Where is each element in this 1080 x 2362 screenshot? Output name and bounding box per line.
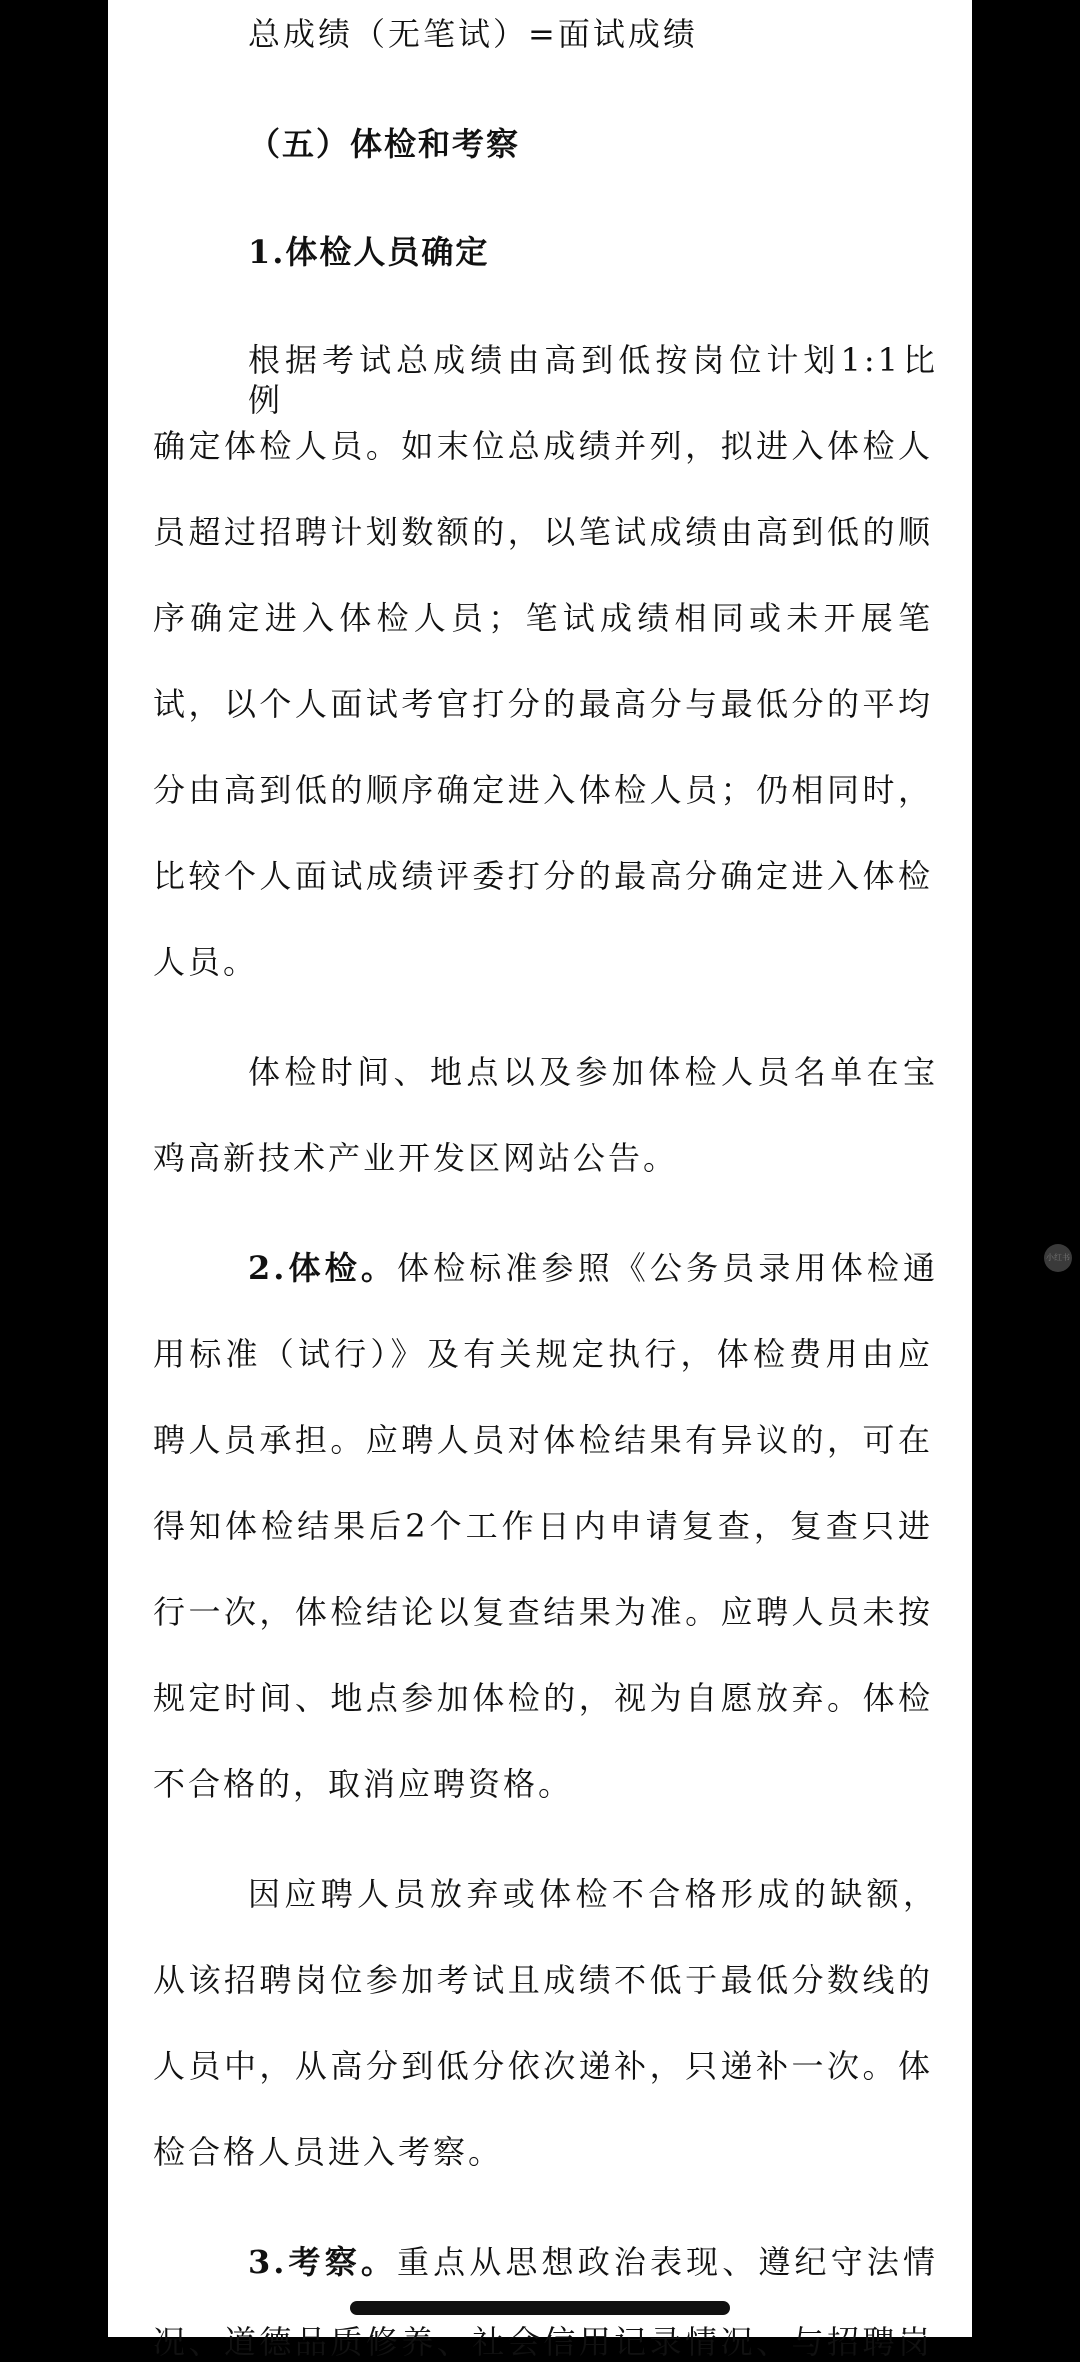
para5-partial-line: 况、道德品质修养、社会信用记录情况、与招聘岗 <box>153 2323 933 2361</box>
para3-line: 用标准（试行）》及有关规定执行，体检费用由应 <box>153 1335 933 1373</box>
para3-line: 得知体检结果后2个工作日内申请复查，复查只进 <box>153 1507 933 1545</box>
para4-line: 检合格人员进入考察。 <box>153 2133 504 2171</box>
para5-first-line <box>248 2242 938 2282</box>
para3-line: 规定时间、地点参加体检的，视为自愿放弃。体检 <box>153 1679 933 1717</box>
formula-line: 总成绩（无笔试）=面试成绩 <box>248 15 698 53</box>
para3-first-rest: 体检标准参照《公务员录用体检通 <box>396 1249 938 1287</box>
subsection-label-3: 3.考察。 <box>248 2243 397 2281</box>
para3-line: 行一次，体检结论以复查结果为准。应聘人员未按 <box>153 1593 933 1631</box>
para1-line: 人员。 <box>153 943 259 981</box>
document-page <box>108 0 972 2361</box>
para4-line: 从该招聘岗位参加考试且成绩不低于最低分数线的 <box>153 1961 933 1999</box>
subsection-label-2: 2.体检。 <box>248 1249 397 1287</box>
para5-first-rest: 重点从思想政治表现、遵纪守法情 <box>396 2243 938 2281</box>
para2-line: 鸡高新技术产业开发区网站公告。 <box>153 1139 679 1177</box>
para4-line: 因应聘人员放弃或体检不合格形成的缺额， <box>248 1875 938 1913</box>
section-heading: （五）体检和考察 <box>248 125 521 163</box>
para4-line: 人员中，从高分到低分依次递补，只递补一次。体 <box>153 2047 933 2085</box>
para1-line: 分由高到低的顺序确定进入体检人员；仍相同时， <box>153 771 933 809</box>
para3-first-line <box>248 1248 938 1288</box>
subsection-heading-1: 1.体检人员确定 <box>248 233 490 271</box>
para1-line: 确定体检人员。如末位总成绩并列，拟进入体检人 <box>153 427 933 465</box>
home-indicator[interactable] <box>350 2301 730 2315</box>
para3-line: 不合格的，取消应聘资格。 <box>153 1765 574 1803</box>
para1-line: 根据考试总成绩由高到低按岗位计划1:1比例 <box>248 341 938 419</box>
para2-line: 体检时间、地点以及参加体检人员名单在宝 <box>248 1053 938 1091</box>
para1-line: 序确定进入体检人员；笔试成绩相同或未开展笔 <box>153 599 933 637</box>
para1-line: 试，以个人面试考官打分的最高分与最低分的平均 <box>153 685 933 723</box>
para1-line: 员超过招聘计划数额的，以笔试成绩由高到低的顺 <box>153 513 933 551</box>
para3-line: 聘人员承担。应聘人员对体检结果有异议的，可在 <box>153 1421 933 1459</box>
para1-line: 比较个人面试成绩评委打分的最高分确定进入体检 <box>153 857 933 895</box>
watermark-logo: 小红书 <box>1044 1244 1072 1272</box>
